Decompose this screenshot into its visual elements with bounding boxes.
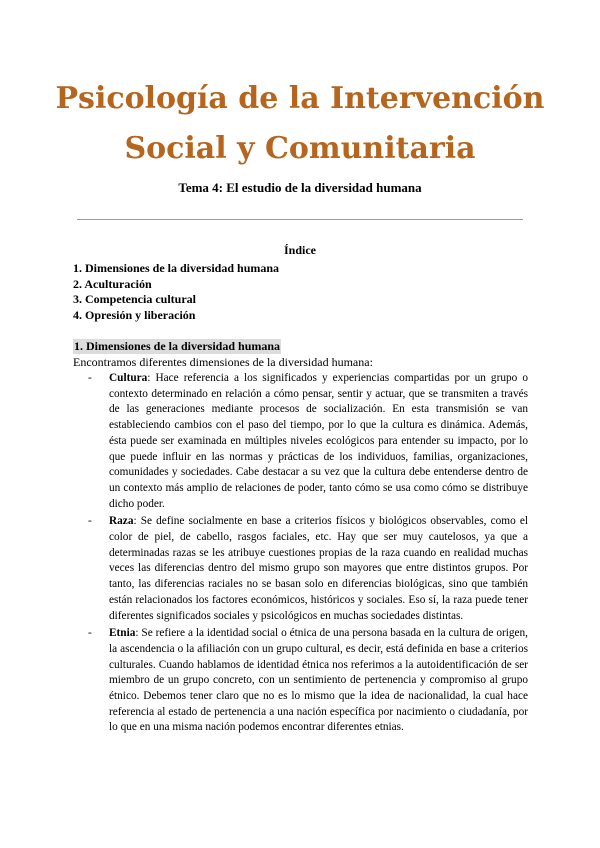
section-intro: Encontramos diferentes dimensiones de la diversidad humana:	[73, 355, 373, 369]
document-title-line-1: Psicología de la Intervención	[55, 81, 545, 116]
document-title-line-2: Social y Comunitaria	[124, 131, 476, 166]
horizontal-divider	[77, 219, 523, 220]
term-description: : Se define socialmente en base a criterios físicos y biológicos observables, como el color de piel, de cabello, rasgos faciales, etc. Hay que ser muy cautelosos, ya que a determinadas razas se les atribuye cuestiones propias de la raza cuando en realidad muchas veces las diferencias dentro del mismo grupo son mayores que entre distintos grupos. Por tanto, las diferencias raciales no se basan solo en diferencias biológicas, sino que también están relacionados los factores económicos, históricos y sociales. Eso sí, la raza puede tener diferentes significados sociales y psicológicos en muchas sociedades distintas.	[109, 515, 528, 622]
list-item-etnia	[88, 626, 528, 736]
index-item: 2. Aculturación	[73, 276, 152, 291]
term-label: Etnia	[109, 627, 136, 640]
document-subtitle: Tema 4: El estudio de la diversidad humana	[178, 180, 422, 195]
list-item-cultura	[88, 371, 528, 512]
list-item-raza	[88, 514, 528, 624]
term-description: : Se refiere a la identidad social o étnica de una persona basada en la cultura de origen, la ascendencia o la afiliación con un grupo cultural, es decir, está definida en base a criterios culturales. Cuando hablamos de identidad étnica nos referimos a la autoidentificación de ser miembro de un grupo concreto, con un sentimiento de pertenencia y compromiso al grupo étnico. Debemos tener claro que no es lo mismo que la idea de nacionalidad, la cual hace referencia al estado de pertenencia a una nación específica por nacimiento o ciudadanía, por lo que en una misma nación podemos encontrar diferentes etnias.	[109, 627, 528, 734]
dash-bullet: -	[88, 372, 92, 384]
term-label: Raza	[109, 515, 134, 528]
index-item: 3. Competencia cultural	[73, 292, 196, 306]
index-item: 1. Dimensiones de la diversidad humana	[73, 261, 280, 275]
term-description: : Hace referencia a los significados y experiencias compartidas por un grupo o contexto determinado en relación a cómo pensar, sentir y actuar, que se transmiten a través de las generaciones mediante procesos de socialización. En esta transmisión se van estableciendo cambios con el paso del tiempo, por lo que la cultura es dinámica. Además, ésta puede ser examinada en múltiples niveles ecológicos para entender su impacto, por lo que puede influir en las normas y prácticas de los individuos, familias, organizaciones, comunidades y sociedades. Cabe destacar a su vez que la cultura debe entenderse dentro de un contexto más amplio de relaciones de poder, tanto cómo se usa como cómo se distribuye dicho poder.	[109, 372, 528, 510]
dash-bullet: -	[88, 627, 92, 640]
section-heading: 1. Dimensiones de la diversidad humana	[74, 339, 281, 353]
dash-bullet: -	[88, 515, 92, 528]
term-label: Cultura	[109, 372, 148, 384]
index-list	[73, 261, 279, 323]
index-heading: Índice	[283, 243, 316, 257]
index-item: 4. Opresión y liberación	[73, 307, 196, 322]
dimensions-list	[88, 371, 528, 738]
